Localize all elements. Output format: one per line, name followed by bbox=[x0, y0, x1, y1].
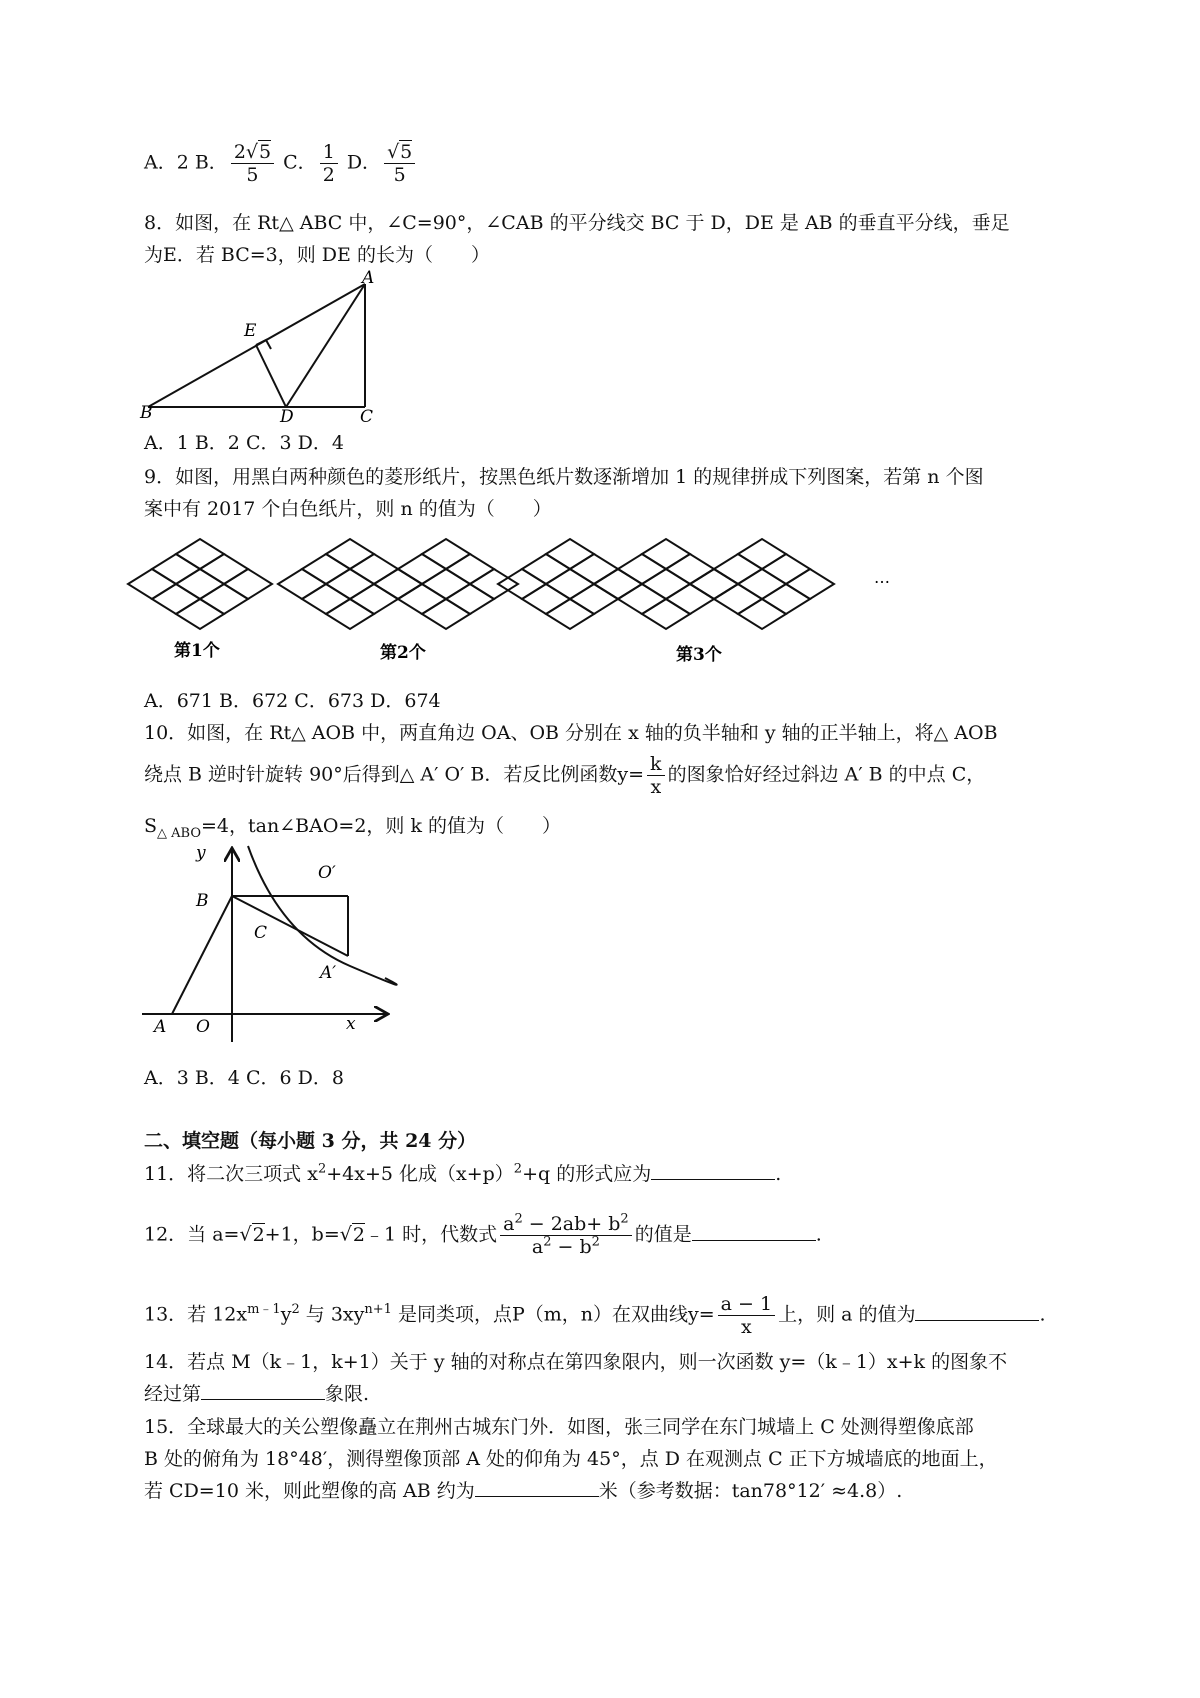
q12-post: 的值是 bbox=[634, 1223, 692, 1246]
q12-num-sup2: 2 bbox=[620, 1211, 629, 1227]
rhombus-tile bbox=[326, 539, 374, 569]
q10-options: A．3 B．4 C．6 D．8 bbox=[144, 1067, 344, 1089]
q8-label-b: B bbox=[140, 403, 153, 423]
q14-stem-line2 bbox=[144, 1381, 369, 1407]
rhombus-tile bbox=[786, 569, 834, 599]
rhombus-tile bbox=[176, 569, 224, 599]
q13-mid: 与 3xy bbox=[299, 1303, 365, 1326]
q12-den-sup1: 2 bbox=[543, 1234, 552, 1250]
q12-num-mid: − 2ab+ b bbox=[522, 1213, 621, 1235]
q8-triangle-figure bbox=[140, 268, 400, 427]
q10-label-a-prime: A′ bbox=[320, 963, 337, 983]
q7-choice-c: C． bbox=[277, 151, 317, 174]
q10-label-a: A bbox=[154, 1017, 167, 1037]
q11-pre: 11．将二次三项式 x bbox=[144, 1163, 318, 1185]
q10-label-x: x bbox=[346, 1014, 356, 1034]
rhombus-tile bbox=[594, 569, 642, 599]
rhombus-tile bbox=[326, 569, 374, 599]
q12-b-radicand: 2 bbox=[352, 1223, 365, 1246]
q10-line3-post: =4，tan∠BAO=2，则 k 的值为（ ） bbox=[201, 815, 562, 837]
q12-num-pre: a bbox=[503, 1213, 515, 1235]
rhombus-tile bbox=[642, 599, 690, 629]
q7-d-radicand: 5 bbox=[400, 141, 413, 163]
q11-stem bbox=[144, 1161, 781, 1187]
q11-answer-blank[interactable] bbox=[651, 1161, 775, 1180]
rhombus-tile bbox=[642, 569, 690, 599]
q12-den-pre: a bbox=[531, 1236, 544, 1258]
q8-label-a: A bbox=[362, 268, 375, 288]
q10-label-o-prime: O′ bbox=[318, 863, 336, 883]
q13-post: 上，则 a 的值为 bbox=[778, 1303, 916, 1326]
q10-area-subscript: △ ABO bbox=[157, 825, 202, 841]
q10-stem-line3 bbox=[144, 813, 561, 839]
q13-func-num: a − 1 bbox=[718, 1293, 775, 1316]
q12-pre: 12．当 a= bbox=[144, 1223, 240, 1246]
q7-fraction-b: $\frac{2√5}{5}$ bbox=[231, 141, 274, 186]
rhombus-tile bbox=[398, 584, 446, 614]
rhombus-tile bbox=[374, 569, 422, 599]
rhombus-tile bbox=[570, 554, 618, 584]
q9-stem-line2: 案中有 2017 个白色纸片，则 n 的值为（ ） bbox=[144, 498, 552, 520]
q10-coordinate-figure bbox=[140, 843, 400, 1046]
q15-line3-pre: 若 CD=10 米，则此塑像的高 AB 约为 bbox=[144, 1480, 475, 1502]
rhombus-tile bbox=[350, 584, 398, 614]
rhombus-tile bbox=[618, 554, 666, 584]
q11-post: +q 的形式应为 bbox=[522, 1163, 652, 1185]
q7-c-den: 2 bbox=[322, 164, 335, 186]
rhombus-tile bbox=[224, 569, 272, 599]
q10-segment-ab bbox=[172, 896, 232, 1014]
rhombus-tile bbox=[546, 599, 594, 629]
q7-options bbox=[144, 141, 418, 186]
rhombus-tile bbox=[498, 569, 546, 599]
q12-den-mid: − b bbox=[551, 1236, 592, 1258]
q12-end: . bbox=[815, 1223, 822, 1246]
rhombus-tile bbox=[594, 569, 642, 599]
rhombus-tile bbox=[326, 599, 374, 629]
rhombus-tile bbox=[522, 554, 570, 584]
rhombus-tile bbox=[546, 539, 594, 569]
q15-stem-line2: B 处的俯角为 18°48′，测得塑像顶部 A 处的仰角为 45°，点 D 在观测点 C 正下方城墙底的地面上， bbox=[144, 1448, 998, 1470]
q7-choice-a: A．2 B． bbox=[144, 151, 228, 174]
q9-caption-1: 第1个 bbox=[174, 641, 220, 661]
rhombus-tile bbox=[302, 554, 350, 584]
q13-mid2: 是同类项，点P（m，n）在双曲线 bbox=[391, 1303, 688, 1326]
q12-b-post: ﹣1 时，代数式 bbox=[364, 1223, 498, 1246]
q7-d-den: 5 bbox=[393, 164, 406, 186]
q12-expression-fraction bbox=[500, 1213, 632, 1258]
q13-func-fraction bbox=[718, 1293, 775, 1338]
q13-func-den: x bbox=[740, 1316, 752, 1338]
q7-choice-d: D． bbox=[340, 151, 382, 174]
q13-end: . bbox=[1039, 1303, 1046, 1326]
q12-answer-blank[interactable] bbox=[692, 1222, 816, 1241]
q10-stem-line1: 10．如图，在 Rt△ AOB 中，两直角边 OA、OB 分别在 x 轴的负半轴和 y 轴的正半轴上，将△ AOB bbox=[144, 722, 998, 744]
rhombus-tile bbox=[618, 584, 666, 614]
q10-line2-post: 的图象恰好经过斜边 A′ B 的中点 C， bbox=[667, 763, 986, 786]
rhombus-tile bbox=[350, 554, 398, 584]
rhombus-tile bbox=[200, 584, 248, 614]
q14-line2-pre: 经过第 bbox=[144, 1383, 202, 1405]
rhombus-tile bbox=[152, 584, 200, 614]
rhombus-tile bbox=[546, 569, 594, 599]
q12-den-sup2: 2 bbox=[591, 1234, 600, 1250]
q13-y: y bbox=[280, 1303, 292, 1326]
q8-segment-da bbox=[286, 284, 365, 407]
rhombus-tile bbox=[666, 584, 714, 614]
q10-func-den: x bbox=[650, 776, 662, 798]
q7-b-coef: 2 bbox=[233, 141, 246, 163]
q8-stem-line2: 为E．若 BC=3，则 DE 的长为（ ） bbox=[144, 244, 490, 266]
q9-rhombus-pattern-figure bbox=[140, 536, 890, 666]
rhombus-tile bbox=[690, 569, 738, 599]
q13-sup1: m﹣1 bbox=[247, 1302, 281, 1318]
q11-sup2: 2 bbox=[513, 1161, 523, 1177]
q10-label-c: C bbox=[254, 923, 268, 943]
rhombus-tile bbox=[302, 584, 350, 614]
q8-stem-line1: 8．如图，在 Rt△ ABC 中，∠C=90°，∠CAB 的平分线交 BC 于 D，DE 是 AB 的垂直平分线，垂足 bbox=[144, 212, 1010, 234]
rhombus-tile bbox=[522, 584, 570, 614]
q10-func-lhs: y= bbox=[617, 763, 645, 786]
q10-label-o: O bbox=[196, 1017, 210, 1037]
q10-segment-ba2 bbox=[232, 896, 348, 956]
rhombus-tile bbox=[278, 569, 326, 599]
q8-options: A．1 B．2 C．3 D．4 bbox=[144, 432, 344, 454]
q10-func-fraction bbox=[647, 753, 665, 798]
rhombus-tile bbox=[666, 554, 714, 584]
rhombus-tile bbox=[470, 569, 518, 599]
q13-sup2: 2 bbox=[291, 1302, 300, 1318]
q9-caption-2: 第2个 bbox=[380, 643, 426, 663]
q10-area-s: S bbox=[144, 815, 158, 837]
q7-fraction-d: $\frac{√5}{5}$ bbox=[384, 141, 415, 186]
q10-func-num: k bbox=[647, 753, 665, 776]
q13-sup3: n+1 bbox=[364, 1302, 392, 1318]
rhombus-tile bbox=[714, 554, 762, 584]
q12-num-sup1: 2 bbox=[514, 1211, 523, 1227]
rhombus-tile bbox=[714, 584, 762, 614]
q8-segment-de bbox=[256, 345, 286, 407]
rhombus-tile bbox=[422, 539, 470, 569]
rhombus-tile bbox=[398, 554, 446, 584]
q15-line3-post: 米（参考数据：tan78°12′ ≈4.8）. bbox=[598, 1480, 903, 1502]
q10-stem-line2 bbox=[144, 753, 985, 798]
q7-b-radicand: 5 bbox=[259, 141, 272, 163]
q11-end: . bbox=[775, 1163, 782, 1185]
q10-label-b: B bbox=[196, 891, 209, 911]
q13-stem bbox=[144, 1293, 1046, 1338]
q13-answer-blank[interactable] bbox=[915, 1302, 1039, 1321]
q12-a-radicand: 2 bbox=[252, 1223, 265, 1246]
rhombus-tile bbox=[446, 584, 494, 614]
rhombus-tile bbox=[446, 554, 494, 584]
section2-heading: 二、填空题（每小题 3 分，共 24 分） bbox=[144, 1130, 477, 1152]
rhombus-tile bbox=[422, 569, 470, 599]
rhombus-tile bbox=[176, 599, 224, 629]
q9-caption-3: 第3个 bbox=[676, 645, 722, 665]
q8-label-c: C bbox=[360, 407, 374, 427]
rhombus-tile bbox=[738, 569, 786, 599]
q15-answer-blank[interactable] bbox=[475, 1478, 599, 1497]
q9-stem-line1: 9．如图，用黑白两种颜色的菱形纸片，按黑色纸片数逐渐增加 1 的规律拼成下列图案，若第 n 个图 bbox=[144, 466, 984, 488]
rhombus-tile bbox=[152, 554, 200, 584]
q11-sup1: 2 bbox=[317, 1161, 327, 1177]
q10-line2-pre: 绕点 B 逆时针旋转 90°后得到△ A′ O′ B．若反比例函数 bbox=[144, 763, 618, 786]
rhombus-tile bbox=[738, 539, 786, 569]
q8-label-e: E bbox=[244, 321, 257, 341]
q13-pre: 13．若 12x bbox=[144, 1303, 248, 1326]
q15-stem-line3 bbox=[144, 1478, 902, 1504]
q9-ellipsis: … bbox=[874, 568, 890, 587]
rhombus-tile bbox=[374, 569, 422, 599]
q8-label-d: D bbox=[280, 407, 294, 427]
rhombus-tile bbox=[738, 599, 786, 629]
rhombus-tile bbox=[642, 539, 690, 569]
q13-func-lhs: y= bbox=[687, 1303, 715, 1326]
q14-line2-post: 象限. bbox=[325, 1383, 370, 1405]
rhombus-tile bbox=[762, 584, 810, 614]
q12-stem: 12．当 a=√2+1，b=√2﹣1 时，代数式 $\frac{a^2 - 2ab+ b^2}{a^2 - b^2}$ 的值是 . bbox=[144, 1211, 822, 1258]
q7-b-den: 5 bbox=[246, 164, 259, 186]
q15-stem-line1: 15．全球最大的关公塑像矗立在荆州古城东门外．如图，张三同学在东门城墙上 C 处测得塑像底部 bbox=[144, 1416, 974, 1438]
rhombus-tile bbox=[690, 569, 738, 599]
rhombus-tile bbox=[128, 569, 176, 599]
q9-options: A．671 B．672 C．673 D．674 bbox=[144, 690, 441, 712]
q11-mid: +4x+5 化成（x+p） bbox=[326, 1163, 514, 1185]
rhombus-tile bbox=[422, 599, 470, 629]
rhombus-tile bbox=[570, 584, 618, 614]
q7-fraction-c bbox=[320, 141, 338, 186]
q7-c-num: 1 bbox=[320, 141, 338, 164]
q14-stem-line1: 14．若点 M（k﹣1，k+1）关于 y 轴的对称点在第四象限内，则一次函数 y=（k﹣1）x+k 的图象不 bbox=[144, 1351, 1008, 1373]
rhombus-tile bbox=[200, 554, 248, 584]
q14-answer-blank[interactable] bbox=[201, 1381, 325, 1400]
rhombus-tile bbox=[762, 554, 810, 584]
q10-label-y: y bbox=[196, 843, 206, 863]
rhombus-tile bbox=[176, 539, 224, 569]
q12-a-post: +1，b= bbox=[264, 1223, 340, 1246]
q9-rhombus-shapes bbox=[128, 539, 834, 629]
